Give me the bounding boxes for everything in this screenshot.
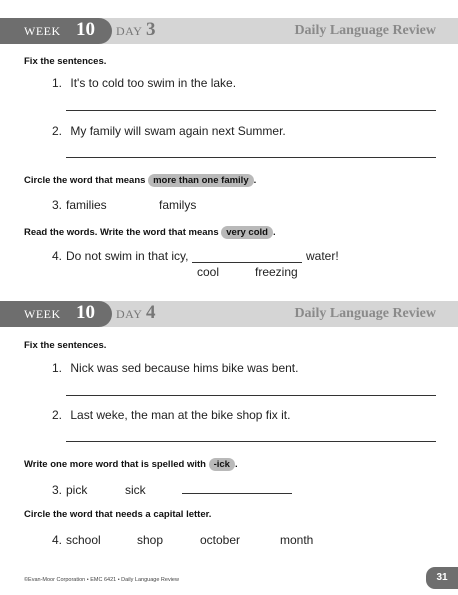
word-option[interactable]: october bbox=[200, 533, 241, 547]
read-instruction bbox=[24, 226, 276, 239]
day-number: 3 bbox=[146, 19, 156, 40]
question-number: 2. bbox=[52, 408, 63, 422]
question-text: Last weke, the man at the bike shop fix it. bbox=[70, 408, 291, 422]
answer-line-2[interactable] bbox=[66, 157, 436, 158]
question-text: Nick was sed because hims bike was bent. bbox=[70, 361, 299, 375]
page-number: 31 bbox=[426, 567, 458, 589]
word-example: pick bbox=[66, 483, 88, 497]
instruction-end: . bbox=[272, 227, 276, 238]
word-option[interactable]: freezing bbox=[255, 265, 298, 279]
question-2 bbox=[52, 408, 290, 422]
instruction-text: Write one more word that is spelled with bbox=[24, 459, 206, 470]
instruction-end: . bbox=[234, 459, 238, 470]
day3-header-band bbox=[0, 18, 458, 44]
question-text: My family will swam again next Summer. bbox=[70, 124, 286, 138]
spell-instruction bbox=[24, 458, 238, 471]
question-number: 1. bbox=[52, 361, 63, 375]
capital-instruction: Circle the word that needs a capital letter. bbox=[24, 509, 212, 520]
day-number: 4 bbox=[146, 302, 156, 323]
question-3-number: 3. bbox=[52, 198, 63, 212]
highlight-phrase: very cold bbox=[221, 226, 273, 239]
word-option[interactable]: shop bbox=[137, 533, 164, 547]
circle-instruction bbox=[24, 174, 256, 187]
question-1 bbox=[52, 361, 298, 375]
week-number: 10 bbox=[76, 19, 95, 40]
question-text-end: water! bbox=[306, 249, 339, 263]
answer-line-blank[interactable] bbox=[192, 262, 302, 263]
day-label: DAY bbox=[116, 24, 143, 38]
word-option[interactable]: families bbox=[66, 198, 107, 212]
word-option[interactable]: school bbox=[66, 533, 101, 547]
review-title: Daily Language Review bbox=[294, 306, 436, 321]
highlight-phrase: -ick bbox=[209, 458, 235, 471]
week-number: 10 bbox=[76, 302, 95, 323]
answer-line-1[interactable] bbox=[66, 395, 436, 396]
answer-line-2[interactable] bbox=[66, 441, 436, 442]
question-number: 1. bbox=[52, 76, 63, 90]
week-label: WEEK bbox=[24, 307, 61, 321]
instruction-text: Read the words. Write the word that means bbox=[24, 227, 219, 238]
week-label: WEEK bbox=[24, 24, 61, 38]
day4-header-band bbox=[0, 301, 458, 327]
fix-instruction: Fix the sentences. bbox=[24, 340, 107, 351]
fix-instruction: Fix the sentences. bbox=[24, 56, 107, 67]
day-label: DAY bbox=[116, 307, 143, 321]
question-text: Do not swim in that icy, bbox=[66, 249, 189, 263]
question-1 bbox=[52, 76, 236, 90]
instruction-text: Circle the word that means bbox=[24, 175, 146, 186]
word-option[interactable]: month bbox=[280, 533, 314, 547]
highlight-phrase: more than one family bbox=[148, 174, 254, 187]
word-example: sick bbox=[125, 483, 146, 497]
question-number: 2. bbox=[52, 124, 63, 138]
instruction-end: . bbox=[253, 175, 257, 186]
answer-line-word[interactable] bbox=[182, 493, 292, 494]
answer-line-1[interactable] bbox=[66, 110, 436, 111]
question-text: It's to cold too swim in the lake. bbox=[70, 76, 237, 90]
question-2 bbox=[52, 124, 286, 138]
question-4-number: 4. bbox=[52, 249, 63, 263]
word-option[interactable]: familys bbox=[159, 198, 197, 212]
question-3-number: 3. bbox=[52, 483, 63, 497]
footer-credit: ©Evan-Moor Corporation • EMC 6421 • Daily Language Review bbox=[24, 577, 179, 583]
review-title: Daily Language Review bbox=[294, 23, 436, 38]
word-option[interactable]: cool bbox=[197, 265, 220, 279]
question-4-number: 4. bbox=[52, 533, 63, 547]
